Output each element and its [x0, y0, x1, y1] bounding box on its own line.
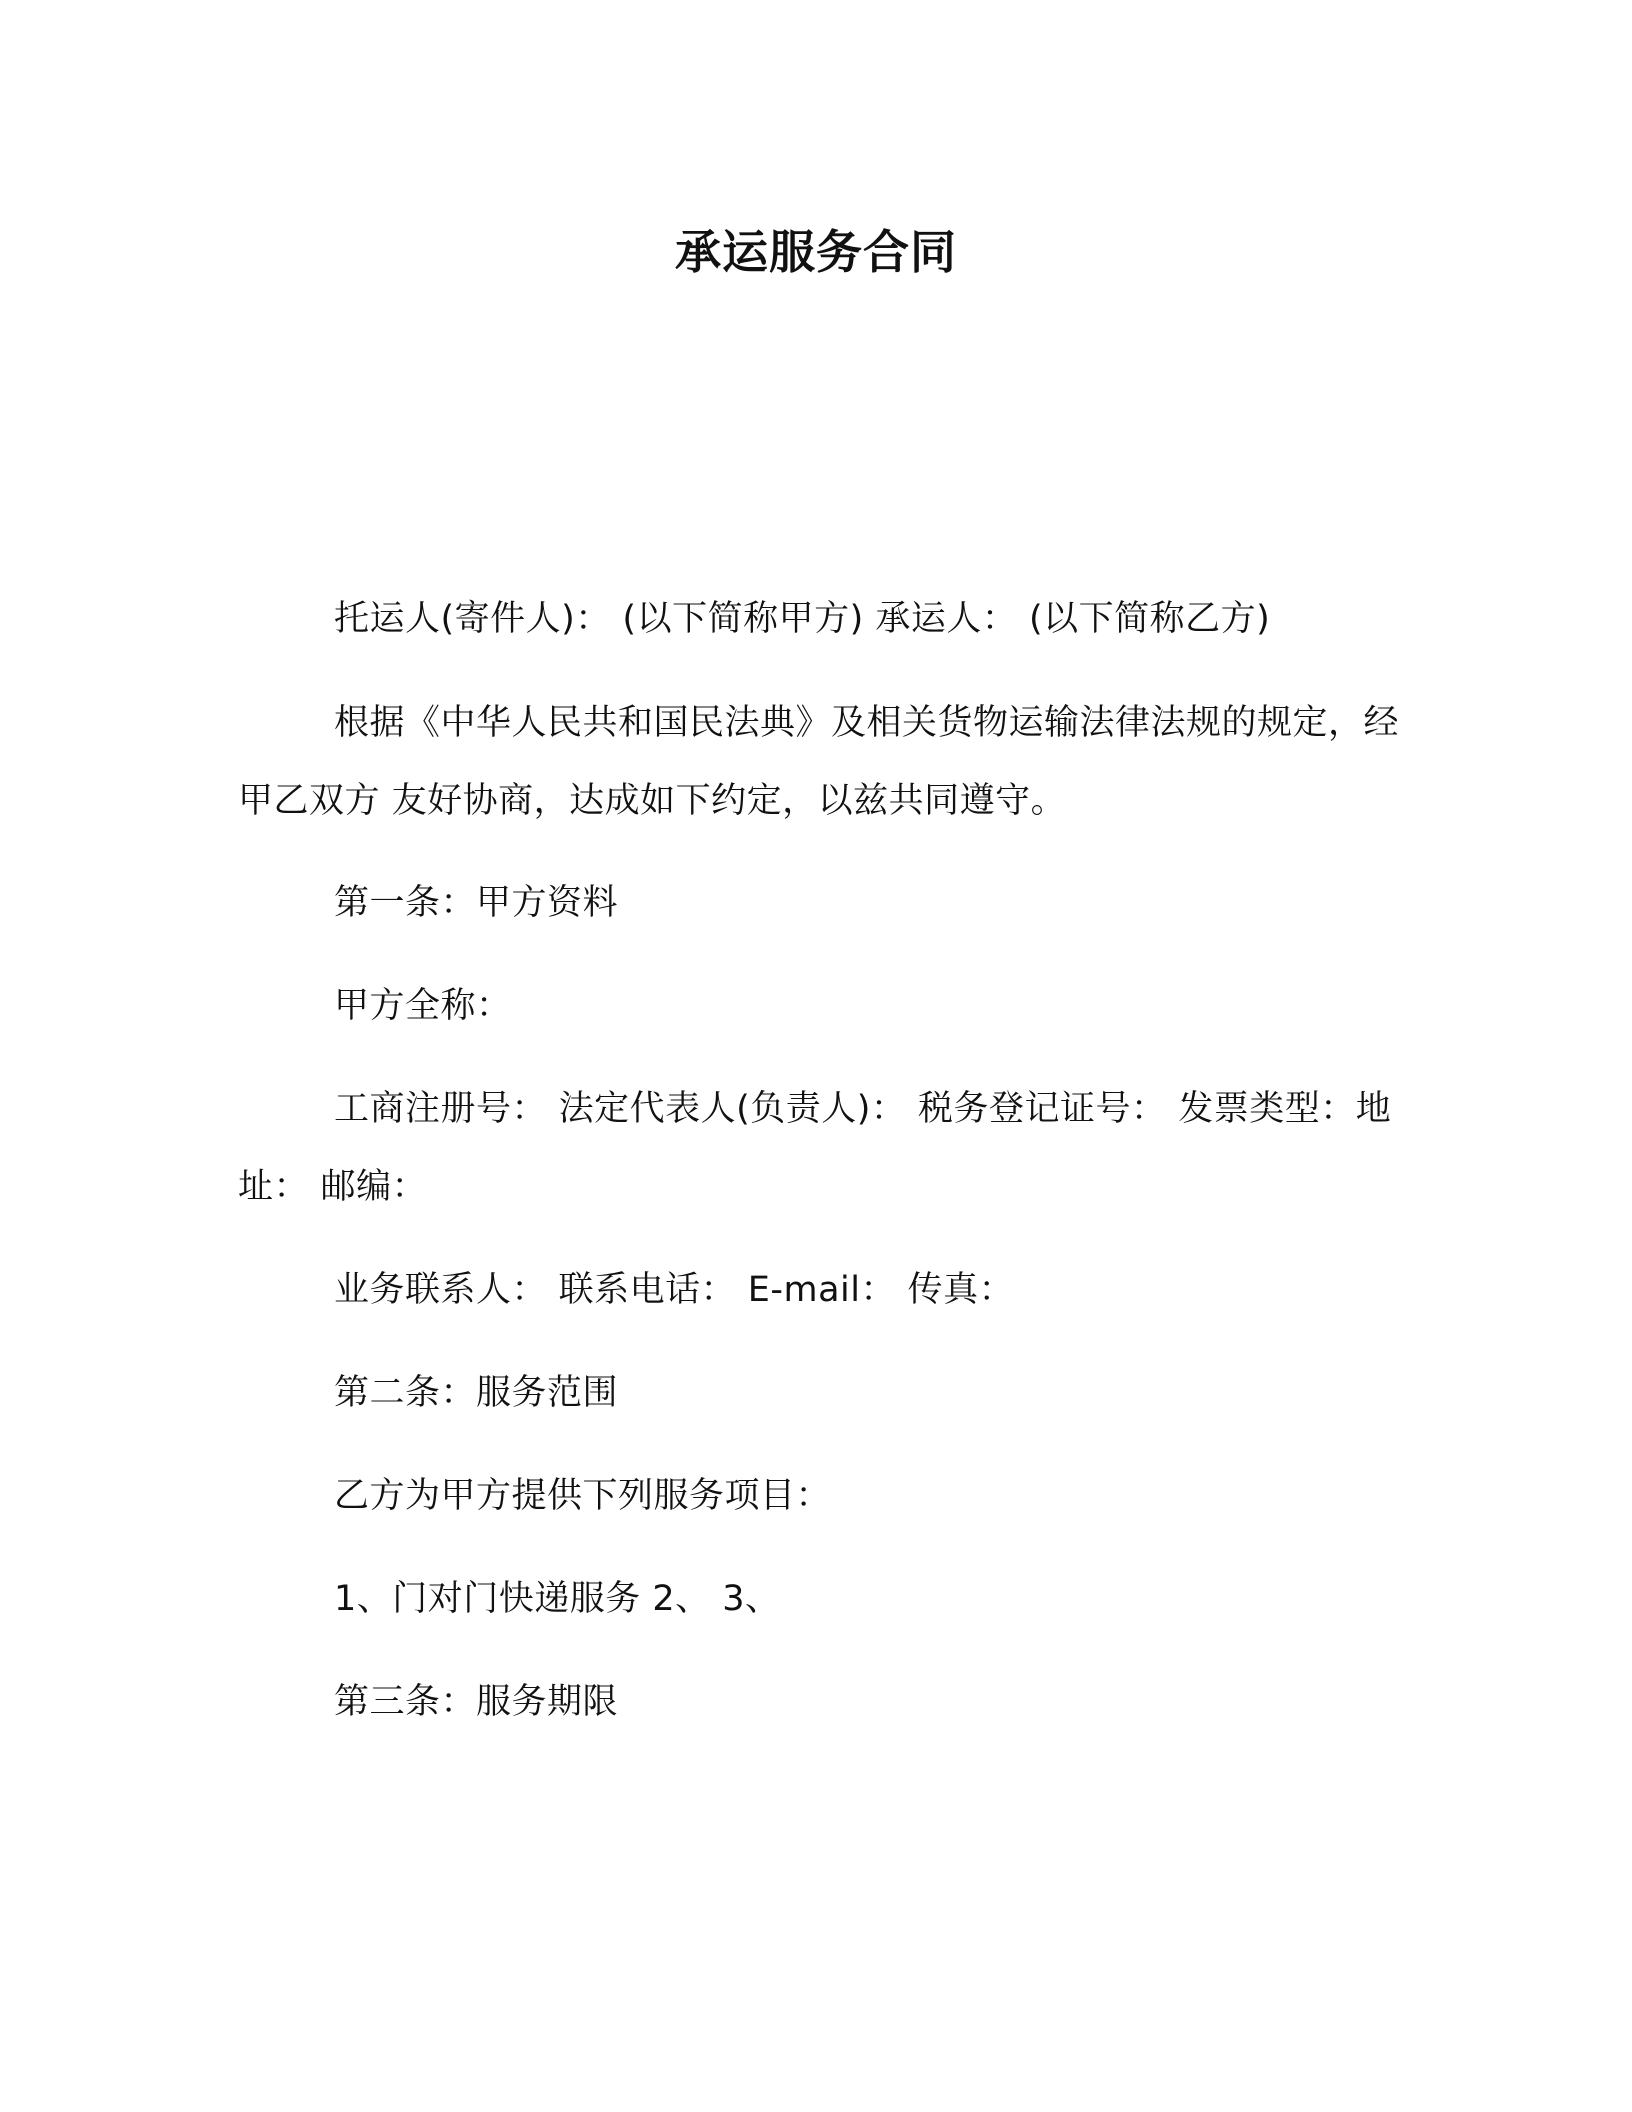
registration-paragraph: 工商注册号： 法定代表人(负责人)： 税务登记证号： 发票类型：地址： 邮编：	[238, 1089, 1392, 1207]
article-3-heading: 第三条：服务期限	[334, 1682, 619, 1722]
service-intro-paragraph: 乙方为甲方提供下列服务项目：	[334, 1476, 832, 1516]
article-1-heading: 第一条：甲方资料	[334, 883, 619, 923]
document-title: 承运服务合同	[675, 225, 957, 279]
service-items-paragraph: 1、门对门快递服务 2、 3、	[334, 1579, 781, 1619]
party-a-name-field: 甲方全称：	[334, 986, 512, 1026]
parties-paragraph: 托运人(寄件人)： (以下简称甲方) 承运人： (以下简称乙方)	[334, 599, 1271, 639]
article-2-heading: 第二条：服务范围	[334, 1373, 619, 1413]
preamble-paragraph: 根据《中华人民共和国民法典》及相关货物运输法律法规的规定，经甲乙双方 友好协商，达成如下约定，以兹共同遵守。	[238, 703, 1400, 821]
contact-paragraph: 业务联系人： 联系电话： E-mail： 传真：	[334, 1270, 1015, 1310]
